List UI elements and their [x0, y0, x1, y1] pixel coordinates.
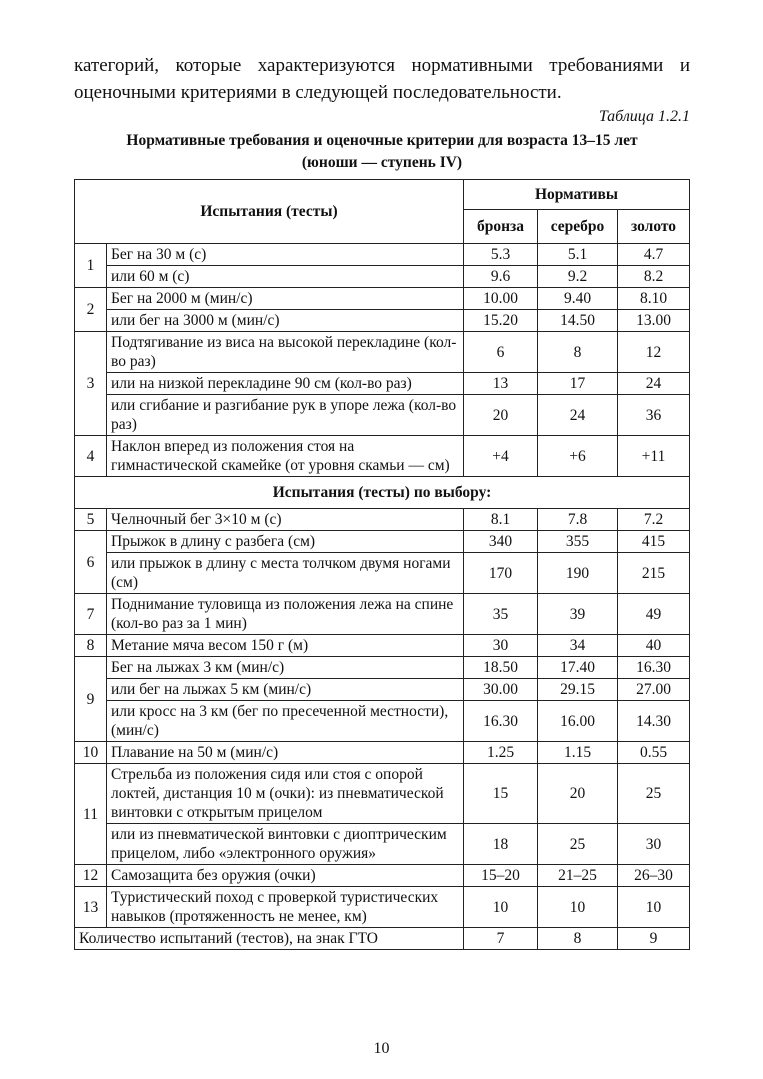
bronze-value: 30.00 — [464, 679, 538, 701]
silver-value: 34 — [538, 635, 618, 657]
gold-value: 215 — [618, 553, 690, 594]
gold-value: 415 — [618, 531, 690, 553]
table-title — [74, 130, 690, 174]
gold-value: 40 — [618, 635, 690, 657]
test-name: Стрельба из положения сидя или стоя с опорой локтей, дистанция 10 м (очки): из пневматической винтовки с открытым прицелом — [107, 764, 464, 824]
bronze-value: 16.30 — [464, 701, 538, 742]
bronze-value: 5.3 — [464, 244, 538, 266]
silver-value: 14.50 — [538, 310, 618, 332]
table-row — [75, 865, 690, 887]
silver-value: 10 — [538, 887, 618, 928]
gold-value: 8.10 — [618, 288, 690, 310]
test-name: или из пневматической винтовки с диоптрическим прицелом, либо «электронного оружия» — [107, 824, 464, 865]
gold-value: 8.2 — [618, 266, 690, 288]
test-name: или бег на лыжах 5 км (мин/с) — [107, 679, 464, 701]
bronze-value: 20 — [464, 395, 538, 436]
gold-value: 49 — [618, 594, 690, 635]
row-number: 10 — [75, 742, 107, 764]
silver-value: 17 — [538, 373, 618, 395]
test-name: Прыжок в длину с разбега (см) — [107, 531, 464, 553]
table-row — [75, 742, 690, 764]
test-name: Челночный бег 3×10 м (с) — [107, 509, 464, 531]
header-row — [75, 180, 690, 210]
bronze-value: 1.25 — [464, 742, 538, 764]
gold-value: 36 — [618, 395, 690, 436]
table-row — [75, 701, 690, 742]
table-row — [75, 266, 690, 288]
bronze-value: 13 — [464, 373, 538, 395]
bronze-value: +4 — [464, 436, 538, 477]
bronze-value: 15–20 — [464, 865, 538, 887]
silver-value: 9.2 — [538, 266, 618, 288]
gold-value: 25 — [618, 764, 690, 824]
section-row — [75, 477, 690, 509]
table-row — [75, 553, 690, 594]
row-number: 4 — [75, 436, 107, 477]
table-row — [75, 244, 690, 266]
header-gold: золото — [618, 210, 690, 244]
bronze-value: 18.50 — [464, 657, 538, 679]
table-row — [75, 288, 690, 310]
header-bronze: бронза — [464, 210, 538, 244]
test-name: Плавание на 50 м (мин/с) — [107, 742, 464, 764]
bronze-value: 6 — [464, 332, 538, 373]
intro-paragraph: категорий, которые характеризуются нормативными требованиями и оценочными критериями в следующей последовательности. — [74, 55, 690, 103]
test-name: или бег на 3000 м (мин/с) — [107, 310, 464, 332]
gold-value: 26–30 — [618, 865, 690, 887]
silver-value: 16.00 — [538, 701, 618, 742]
footer-row — [75, 928, 690, 950]
silver-value: 9.40 — [538, 288, 618, 310]
table-row — [75, 635, 690, 657]
row-number: 11 — [75, 764, 107, 865]
row-number: 7 — [75, 594, 107, 635]
test-name: Туристический поход с проверкой туристических навыков (протяженность не менее, км) — [107, 887, 464, 928]
gold-value: 27.00 — [618, 679, 690, 701]
bronze-value: 10 — [464, 887, 538, 928]
gold-value: 30 — [618, 824, 690, 865]
gold-value: 13.00 — [618, 310, 690, 332]
row-number: 9 — [75, 657, 107, 742]
table-row — [75, 657, 690, 679]
row-number: 8 — [75, 635, 107, 657]
test-name: Бег на лыжах 3 км (мин/с) — [107, 657, 464, 679]
row-number: 5 — [75, 509, 107, 531]
table-row — [75, 395, 690, 436]
silver-value: 355 — [538, 531, 618, 553]
test-name: или кросс на 3 км (бег по пресеченной местности), (мин/с) — [107, 701, 464, 742]
test-name: или на низкой перекладине 90 см (кол-во раз) — [107, 373, 464, 395]
silver-value: 8 — [538, 332, 618, 373]
table-row — [75, 509, 690, 531]
gold-value: 7.2 — [618, 509, 690, 531]
silver-value: 5.1 — [538, 244, 618, 266]
test-name: Поднимание туловища из положения лежа на спине (кол-во раз за 1 мин) — [107, 594, 464, 635]
row-number: 13 — [75, 887, 107, 928]
table-row — [75, 594, 690, 635]
table-row — [75, 373, 690, 395]
test-name: Самозащита без оружия (очки) — [107, 865, 464, 887]
bronze-value: 340 — [464, 531, 538, 553]
row-number: 2 — [75, 288, 107, 332]
gold-value: 10 — [618, 887, 690, 928]
header-tests: Испытания (тесты) — [75, 180, 464, 244]
table-row — [75, 764, 690, 824]
table-row — [75, 436, 690, 477]
gold-value: 12 — [618, 332, 690, 373]
bronze-value: 30 — [464, 635, 538, 657]
tests-count-label: Количество испытаний (тестов), на знак ГТО — [75, 928, 464, 950]
bronze-value: 15 — [464, 764, 538, 824]
bronze-value: 9.6 — [464, 266, 538, 288]
bronze-value: 35 — [464, 594, 538, 635]
silver-value: 7.8 — [538, 509, 618, 531]
test-name: Наклон вперед из положения стоя на гимнастической скамейке (от уровня скамьи — см) — [107, 436, 464, 477]
bronze-value: 18 — [464, 824, 538, 865]
norms-table — [74, 179, 690, 950]
gold-value: 16.30 — [618, 657, 690, 679]
silver-count: 8 — [538, 928, 618, 950]
test-name: или сгибание и разгибание рук в упоре лежа (кол-во раз) — [107, 395, 464, 436]
bronze-value: 170 — [464, 553, 538, 594]
silver-value: 25 — [538, 824, 618, 865]
silver-value: 17.40 — [538, 657, 618, 679]
silver-value: 21–25 — [538, 865, 618, 887]
row-number: 12 — [75, 865, 107, 887]
table-row — [75, 679, 690, 701]
bronze-value: 8.1 — [464, 509, 538, 531]
bronze-value: 10.00 — [464, 288, 538, 310]
gold-value: 4.7 — [618, 244, 690, 266]
table-row — [75, 824, 690, 865]
row-number: 3 — [75, 332, 107, 436]
bronze-value: 15.20 — [464, 310, 538, 332]
silver-value: 24 — [538, 395, 618, 436]
table-row — [75, 332, 690, 373]
silver-value: 1.15 — [538, 742, 618, 764]
table-row — [75, 887, 690, 928]
gold-count: 9 — [618, 928, 690, 950]
gold-value: 0.55 — [618, 742, 690, 764]
silver-value: 190 — [538, 553, 618, 594]
test-name: Бег на 2000 м (мин/с) — [107, 288, 464, 310]
gold-value: +11 — [618, 436, 690, 477]
table-title-line-1: Нормативные требования и оценочные критерии для возраста 13–15 лет — [126, 132, 638, 149]
silver-value: 29.15 — [538, 679, 618, 701]
test-name: или 60 м (с) — [107, 266, 464, 288]
test-name: Подтягивание из виса на высокой перекладине (кол-во раз) — [107, 332, 464, 373]
header-norms: Нормативы — [464, 180, 690, 210]
row-number: 6 — [75, 531, 107, 594]
row-number: 1 — [75, 244, 107, 288]
silver-value: 20 — [538, 764, 618, 824]
test-name: Метание мяча весом 150 г (м) — [107, 635, 464, 657]
bronze-count: 7 — [464, 928, 538, 950]
silver-value: +6 — [538, 436, 618, 477]
table-row — [75, 310, 690, 332]
test-name: Бег на 30 м (с) — [107, 244, 464, 266]
table-title-line-2: (юноши — ступень IV) — [301, 154, 463, 171]
table-number: Таблица 1.2.1 — [598, 108, 690, 125]
header-silver: серебро — [538, 210, 618, 244]
test-name: или прыжок в длину с места толчком двумя ногами (см) — [107, 553, 464, 594]
silver-value: 39 — [538, 594, 618, 635]
gold-value: 24 — [618, 373, 690, 395]
page-number: 10 — [373, 1040, 390, 1057]
optional-tests-heading: Испытания (тесты) по выбору: — [75, 477, 690, 509]
table-row — [75, 531, 690, 553]
gold-value: 14.30 — [618, 701, 690, 742]
